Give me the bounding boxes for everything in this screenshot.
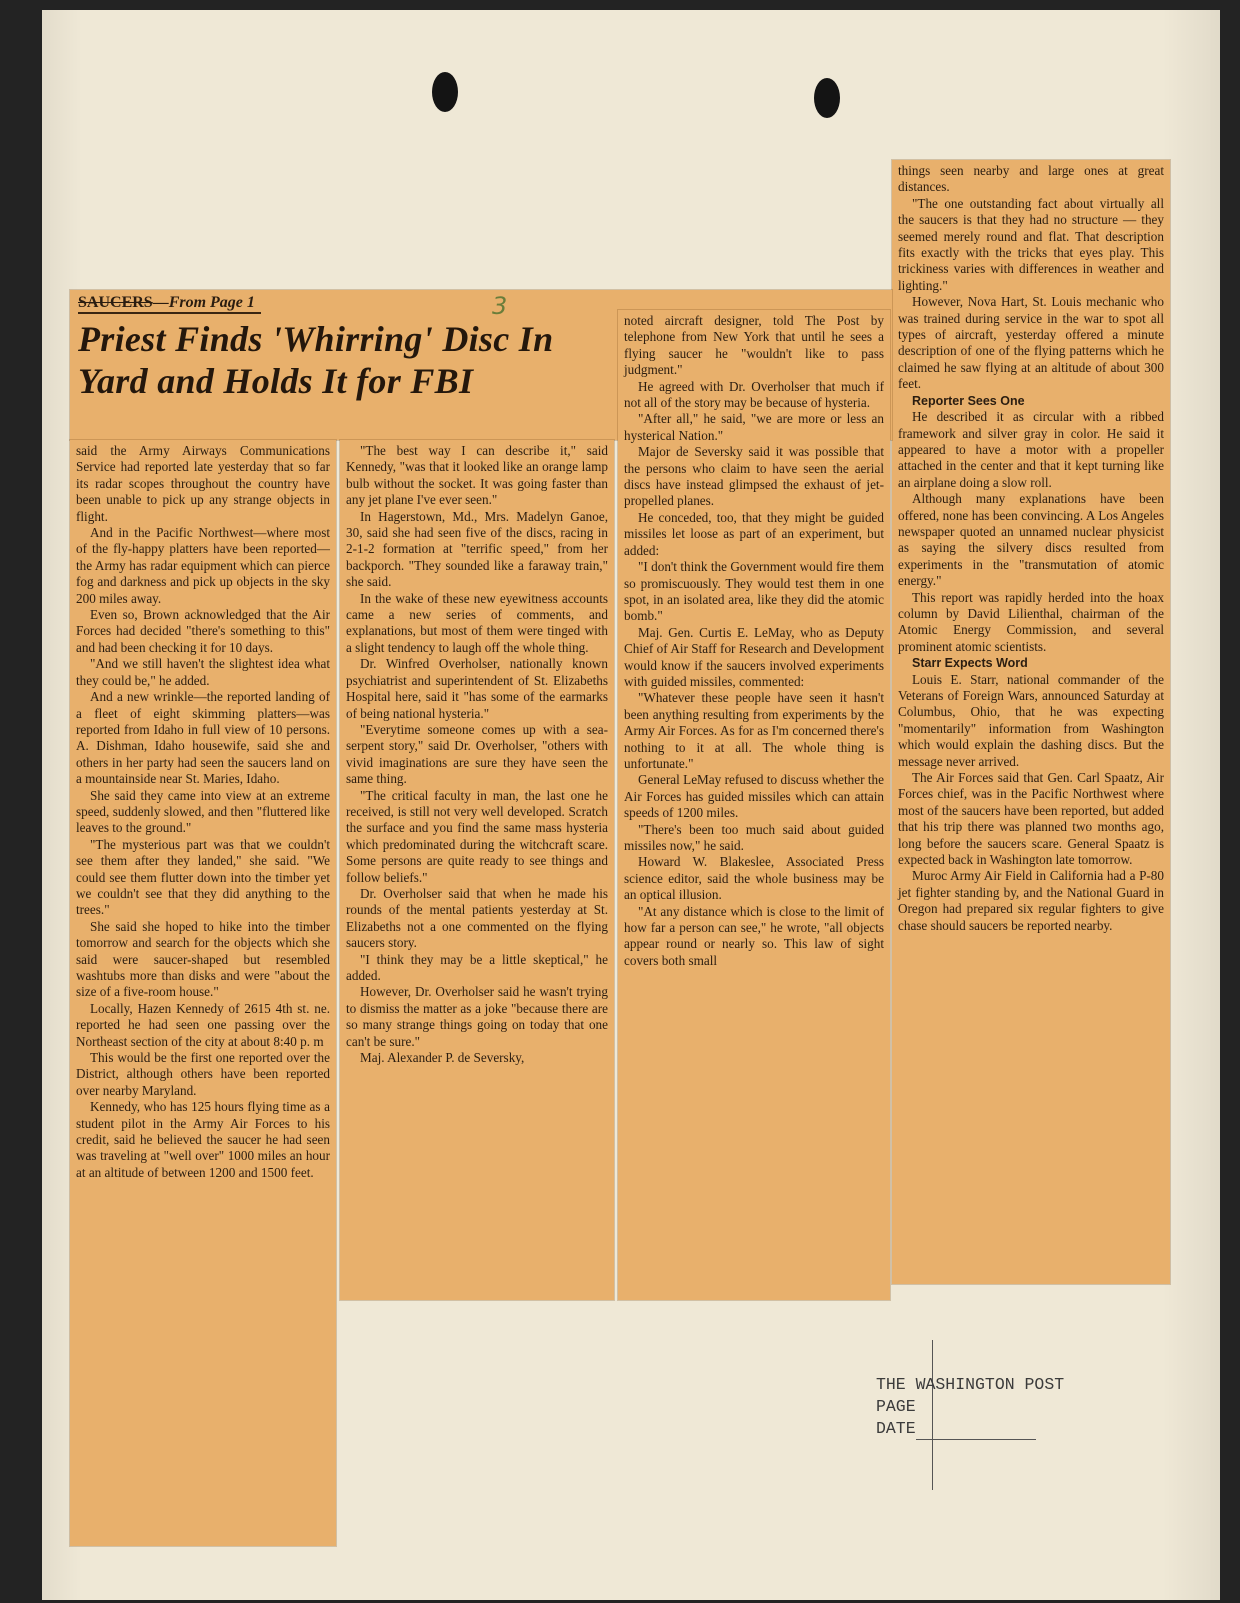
subhead-starr-expects-word: Starr Expects Word xyxy=(912,656,1028,671)
paragraph: In Hagerstown, Md., Mrs. Madelyn Ganoe, 30, said she had seen five of the discs, racing in 2-1-2 formation at "terrific speed," from her backporch. "They sounded like a faraway train," she said. xyxy=(346,508,608,590)
clipping-column-1 xyxy=(70,440,336,1546)
stamp-page-label: PAGE xyxy=(876,1397,916,1416)
column-4-part-a xyxy=(898,163,1164,393)
paragraph: "After all," he said, "we are more or less an hysterical Nation." xyxy=(624,411,884,443)
kicker-strike: SAUCERS xyxy=(78,294,153,311)
paragraph: She said she hoped to hike into the timber tomorrow and search for the objects which she said were saucer-shaped but resembled washtubs more than disks and were "about the size of a five-room house." xyxy=(76,918,330,1000)
paragraph: "The one outstanding fact about virtually all the saucers is that they had no structure — they seemed merely round and flat. That description fits exactly with the tricks that eyes play. This trickiness varies with differences in weather and lighting." xyxy=(898,195,1164,293)
paragraph: He described it as circular with a ribbed framework and silver gray in color. He said it appeared to have a motor with a propeller attached in the center and that it kept turning like an airplane doing a slow roll. xyxy=(898,409,1164,490)
subhead-reporter-sees-one: Reporter Sees One xyxy=(912,393,1025,408)
paragraph: However, Nova Hart, St. Louis mechanic who was trained during service in the war to spot all types of aircraft, yesterday offered a minute description of one of the flying patterns which he claimed he saw flying at an altitude of about 300 feet. xyxy=(898,294,1164,392)
paragraph: Even so, Brown acknowledged that the Air Forces had decided "there's something to this" and had been checking it for 10 days. xyxy=(76,607,330,655)
stamp-date-label: DATE xyxy=(876,1419,916,1438)
clipping-column-4 xyxy=(892,160,1170,1284)
paragraph: said the Army Airways Communications Service had reported late yesterday that so far its radar scopes throughout the country have been unable to pick up any strange objects in flight. xyxy=(76,443,330,524)
paragraph: "And we still haven't the slightest idea what they could be," he added. xyxy=(76,656,330,688)
clipping-column-3 xyxy=(618,310,890,1300)
paragraph: "Everytime someone comes up with a sea-serpent story," said Dr. Overholser, "others with vivid imaginations are sure they have seen the same thing. xyxy=(346,721,608,787)
stamp-publication: THE WASHINGTON POST xyxy=(876,1375,1065,1394)
paragraph: "The best way I can describe it," said Kennedy, "was that it looked like an orange lamp bulb without the socket. It was going faster than any jet plane I've ever seen." xyxy=(346,443,608,508)
paragraph: Although many explanations have been offered, none has been convincing. A Los Angeles newspaper quoted an unnamed nuclear physicist as saying the silvery discs resulted from experiments in the "transmutation of atomic energy." xyxy=(898,491,1164,589)
paragraph: "I think they may be a little skeptical," he added. xyxy=(346,951,608,983)
kicker xyxy=(78,294,261,314)
paragraph: Maj. Alexander P. de Seversky, xyxy=(360,1050,525,1066)
paragraph: The Air Forces said that Gen. Carl Spaatz, Air Forces chief, was in the Pacific Northwest where most of the saucers have been reported, but added that his trip there was planned two months ago, long before the saucers scare. General Spaatz is expected back in Washington late tomorrow. xyxy=(898,770,1164,868)
paragraph: This report was rapidly herded into the hoax column by David Lilienthal, chairman of the Atomic Energy Commission, and several prominent atomic scientists. xyxy=(898,589,1164,654)
paragraph: And a new wrinkle—the reported landing of a fleet of eight skimming platters—was reported from Idaho in full view of 10 persons. A. Dishman, Idaho housewife, said she and others in her party had seen the saucers land on a mountainside near St. Maries, Idaho. xyxy=(76,689,330,787)
paragraph: She said they came into view at an extreme speed, suddenly slowed, and then "fluttered like leaves to the ground." xyxy=(76,787,330,836)
paragraph: Muroc Army Air Field in California had a P-80 jet fighter standing by, and the National Guard in Oregon had prepared six regular fighters to give chase should saucers be reported nearby. xyxy=(898,868,1164,933)
paragraph: "I don't think the Government would fire them so promiscuously. They would test them in one spot, in an isolated area, like they did the atomic bomb." xyxy=(624,559,884,624)
paragraph: Dr. Winfred Overholser, nationally known psychiatrist and superintendent of St. Elizabeths Hospital here, said it "has some of the earmarks of being national hysteria." xyxy=(346,656,608,721)
paragraph: "At any distance which is close to the limit of how far a person can see," he wrote, "all objects appear round or nearly so. This law of sight covers both small xyxy=(624,903,884,968)
paragraph: Maj. Gen. Curtis E. LeMay, who as Deputy Chief of Air Staff for Research and Development would know if the saucers involved experiments with guided missiles, commented: xyxy=(624,624,884,689)
paragraph: Dr. Overholser said that when he made his rounds of the mental patients yesterday at St. Elizabeths not a one commented on the flying saucers story. xyxy=(346,885,608,951)
punch-hole-left xyxy=(432,72,458,112)
clipping-column-2 xyxy=(340,440,614,1300)
paragraph: And in the Pacific Northwest—where most of the fly-happy platters have been reported—the Army has radar equipment which can pierce fog and darkness and pick up objects in the sky 200 miles away. xyxy=(76,525,330,606)
paragraph: "The critical faculty in man, the last one he received, is still not very well developed. Scratch the surface and you find the same mass hysteria which predominated during the witchcraft scare. Some persons are quite ready to see things and follow beliefs." xyxy=(346,787,608,885)
kicker-rest: —From Page 1 xyxy=(152,294,255,311)
column-4-part-c xyxy=(898,672,1164,935)
paragraph: Howard W. Blakeslee, Associated Press science editor, said the whole business may be an optical illusion. xyxy=(624,854,884,903)
paragraph: Kennedy, who has 125 hours flying time as a student pilot in the Army Air Forces to his credit, said he believed the saucer he had seen was traveling at "well over" 1000 miles an hour at an altitude of between 1200 and 1500 feet. xyxy=(76,1099,330,1180)
paragraph: Major de Seversky said it was possible that the persons who claim to have seen the aerial discs have instead glimpsed the exhaust of jet-propelled planes. xyxy=(624,444,884,509)
paragraph: Louis E. Starr, national commander of the Veterans of Foreign Wars, announced Saturday at Columbus, Ohio, that he was expecting "momentarily" information from Washington which would explain the dashing discs. But the message never arrived. xyxy=(898,671,1164,769)
paragraph: In the wake of these new eyewitness accounts came a new series of comments, and explanations, but most of them were tinged with a slight tendency to laugh off the whole thing. xyxy=(346,590,608,655)
paragraph: noted aircraft designer, told The Post by telephone from New York that until he sees a flying saucer he "wouldn't like to pass judgment." xyxy=(624,313,884,378)
stamp-date-row xyxy=(876,1418,1136,1440)
column-4-part-b xyxy=(898,409,1164,655)
paragraph: However, Dr. Overholser said he wasn't trying to dismiss the matter as a joke "because there are so many strange things going on today that one can't be sure." xyxy=(346,984,608,1049)
paragraph: things seen nearby and large ones at great distances. xyxy=(898,163,1164,195)
scrapbook-page xyxy=(42,10,1220,1600)
paragraph: This would be the first one reported over the District, although others have been reported over nearby Maryland. xyxy=(76,1050,330,1098)
stamp-date-line xyxy=(916,1439,1036,1440)
paragraph: He agreed with Dr. Overholser that much if not all of the story may be because of hysteria. xyxy=(624,378,884,411)
paragraph: Locally, Hazen Kennedy of 2615 4th st. ne. reported he had seen one passing over the Northeast section of the city at about 8:40 p. m xyxy=(76,1000,330,1049)
pencil-mark: 3 xyxy=(492,292,508,320)
paragraph: "There's been too much said about guided missiles now," he said. xyxy=(624,821,884,853)
paragraph: "Whatever these people have seen it hasn't been anything resulting from experiments by the Army Air Forces. As for as I'm concerned there's nothing to it at all. The whole thing is unfortunate." xyxy=(624,690,884,771)
headline: Priest Finds 'Whirring' Disc In Yard and Holds It for FBI xyxy=(78,319,554,401)
clipping-stamp xyxy=(876,1374,1136,1440)
punch-hole-right xyxy=(814,78,840,118)
stamp-page-row xyxy=(876,1396,1136,1418)
paragraph: "The mysterious part was that we couldn't see them after they landed," she said. "We could see them flutter down into the timber yet we couldn't see that they did anything to the trees." xyxy=(76,836,330,918)
paragraph: General LeMay refused to discuss whether the Air Forces has guided missiles which can attain speeds of 1200 miles. xyxy=(624,772,884,821)
paragraph: He conceded, too, that they might be guided missiles let loose as part of an experiment, but added: xyxy=(624,509,884,558)
